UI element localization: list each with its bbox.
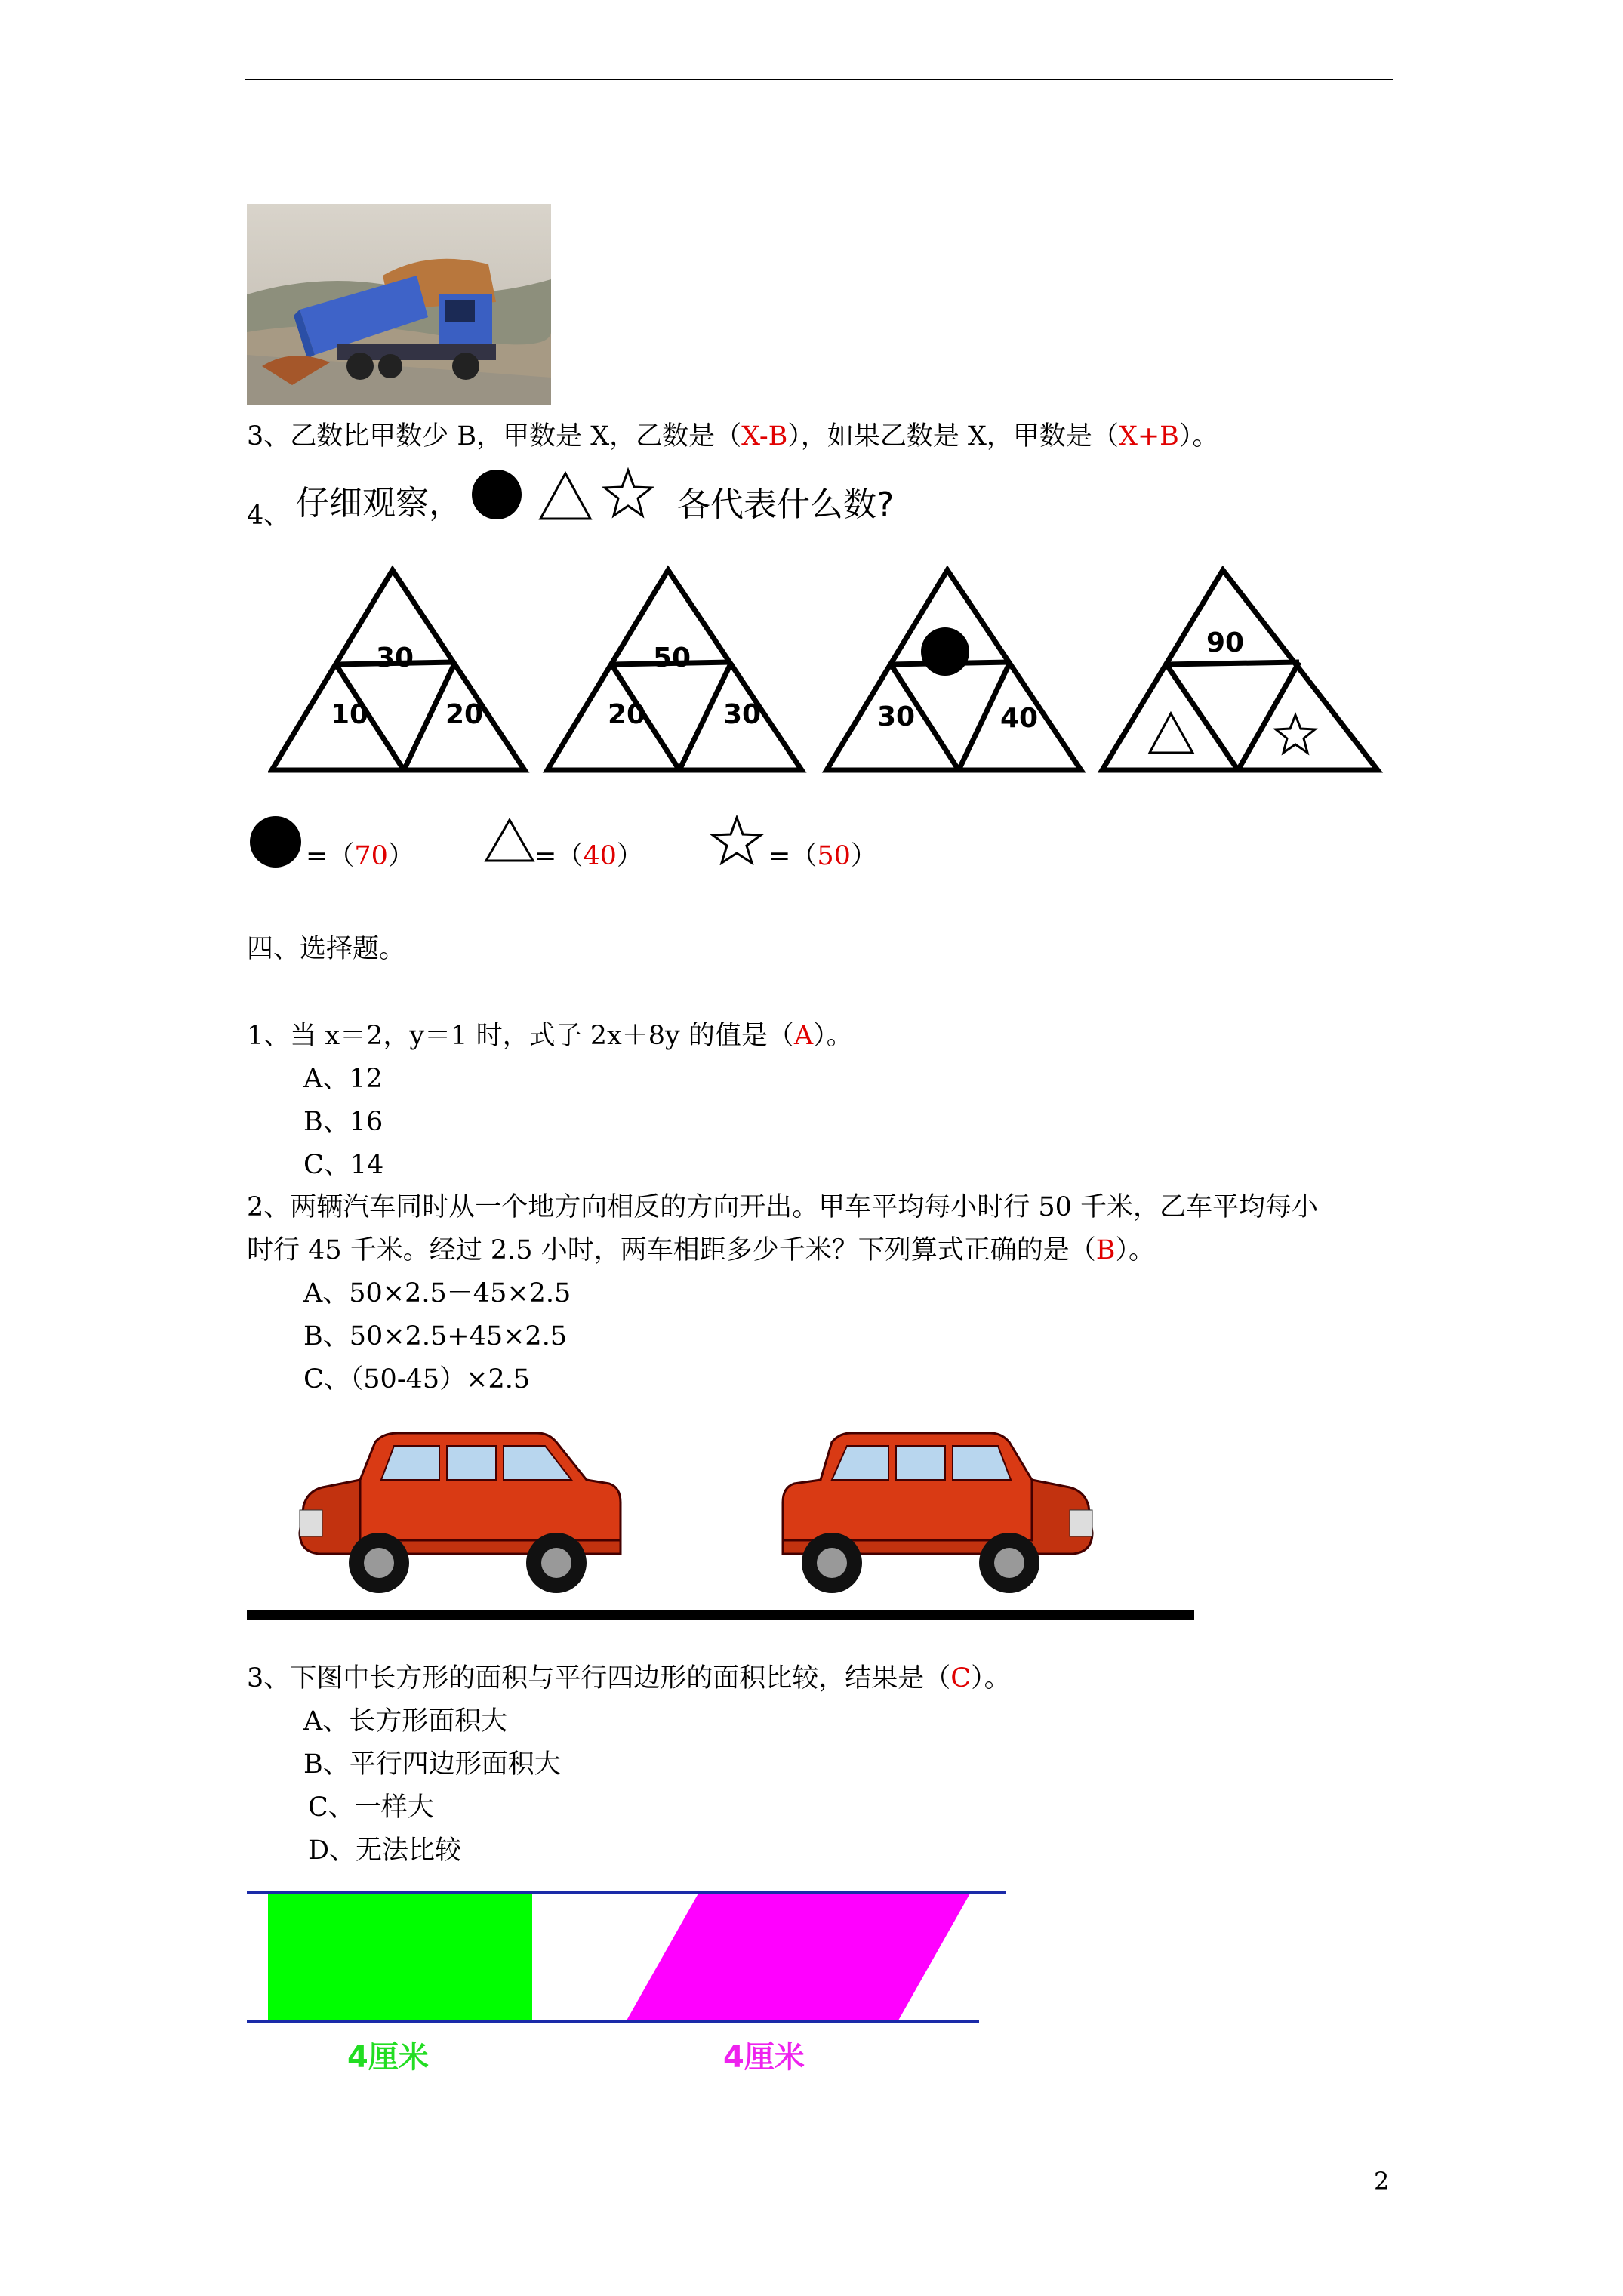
t3-right: 40 bbox=[999, 703, 1039, 734]
mc-q1-option-a: A、12 bbox=[303, 1064, 383, 1094]
mc-q2-line1: 2、两辆汽车同时从一个地方向相反的方向开出。甲车平均每小时行 50 千米，乙车平均每小 bbox=[247, 1192, 1319, 1222]
answer-star: =（50） bbox=[768, 841, 877, 871]
answer-circle: =（70） bbox=[306, 841, 414, 871]
q4-symbol-legend bbox=[468, 464, 661, 525]
t1-left: 10 bbox=[330, 699, 369, 730]
mc-q3-option-a: A、长方形面积大 bbox=[303, 1706, 508, 1737]
page-number: 2 bbox=[1374, 2167, 1390, 2196]
answer-triangle: =（40） bbox=[534, 841, 643, 871]
q3-answer-1: X-B bbox=[741, 421, 788, 451]
two-cars-figure bbox=[247, 1427, 1194, 1627]
star-icon bbox=[605, 470, 651, 516]
dump-truck-photo bbox=[247, 204, 551, 405]
t2-left: 20 bbox=[607, 699, 646, 730]
road-line bbox=[247, 1610, 1194, 1620]
t1-top: 30 bbox=[375, 643, 414, 673]
q3-answer-2: X+B bbox=[1118, 421, 1179, 451]
bottom-parallel-line bbox=[247, 2020, 979, 2023]
left-car bbox=[300, 1433, 621, 1593]
mc-q2-line2: 时行 45 千米。经过 2.5 小时，两车相距多少千米？下列算式正确的是（B）。 bbox=[247, 1235, 1155, 1265]
mc-q3-option-c: C、一样大 bbox=[308, 1792, 434, 1823]
t3-black-circle bbox=[921, 627, 969, 676]
q4-prompt-left: 仔细观察， bbox=[296, 484, 462, 522]
rectangle-width-label: 4厘米 bbox=[347, 2040, 429, 2075]
section4-title: 四、选择题。 bbox=[247, 934, 406, 964]
t3-left: 30 bbox=[876, 701, 916, 732]
q4-prompt-right: 各代表什么数? bbox=[677, 485, 895, 524]
mc-q1-option-c: C、14 bbox=[303, 1150, 384, 1180]
triangle-puzzle bbox=[268, 562, 1385, 778]
mc-q1-option-b: B、16 bbox=[303, 1107, 383, 1137]
t4-top: 90 bbox=[1206, 627, 1245, 658]
triangle-icon bbox=[540, 473, 590, 519]
mc-q2-option-b: B、50×2.5+45×2.5 bbox=[303, 1321, 568, 1351]
mc-q3-stem: 3、下图中长方形的面积与平行四边形的面积比较，结果是（C）。 bbox=[247, 1663, 1011, 1693]
right-car bbox=[783, 1433, 1092, 1593]
t4-triangle-symbol bbox=[1150, 713, 1193, 753]
q3-fill-question: 3、乙数比甲数少 B，甲数是 X，乙数是（X-B），如果乙数是 X，甲数是（X+B）。 bbox=[247, 421, 1219, 451]
t2-top: 50 bbox=[652, 643, 691, 673]
mc-q3-option-d: D、无法比较 bbox=[308, 1835, 462, 1866]
answer-star-icon bbox=[710, 815, 764, 865]
mc-q2-option-c: C、（50-45）×2.5 bbox=[303, 1364, 531, 1395]
mc-q2-option-a: A、50×2.5－45×2.5 bbox=[303, 1278, 571, 1308]
answer-circle-icon bbox=[247, 814, 303, 871]
t1-right: 20 bbox=[445, 699, 484, 730]
header-rule bbox=[245, 79, 1393, 80]
mc-q1-stem: 1、当 x＝2，y＝1 时，式子 2x＋8y 的值是（A）。 bbox=[247, 1021, 853, 1051]
q4-number: 4、 bbox=[247, 501, 291, 531]
t2-right: 30 bbox=[722, 699, 762, 730]
t4-star-symbol bbox=[1276, 715, 1315, 753]
parallelogram-base-label: 4厘米 bbox=[723, 2040, 805, 2075]
answer-triangle-icon bbox=[483, 817, 536, 864]
magenta-parallelogram bbox=[627, 1894, 970, 2020]
black-circle-icon bbox=[472, 470, 522, 519]
mc-q3-option-b: B、平行四边形面积大 bbox=[303, 1749, 561, 1780]
green-rectangle bbox=[268, 1894, 532, 2020]
